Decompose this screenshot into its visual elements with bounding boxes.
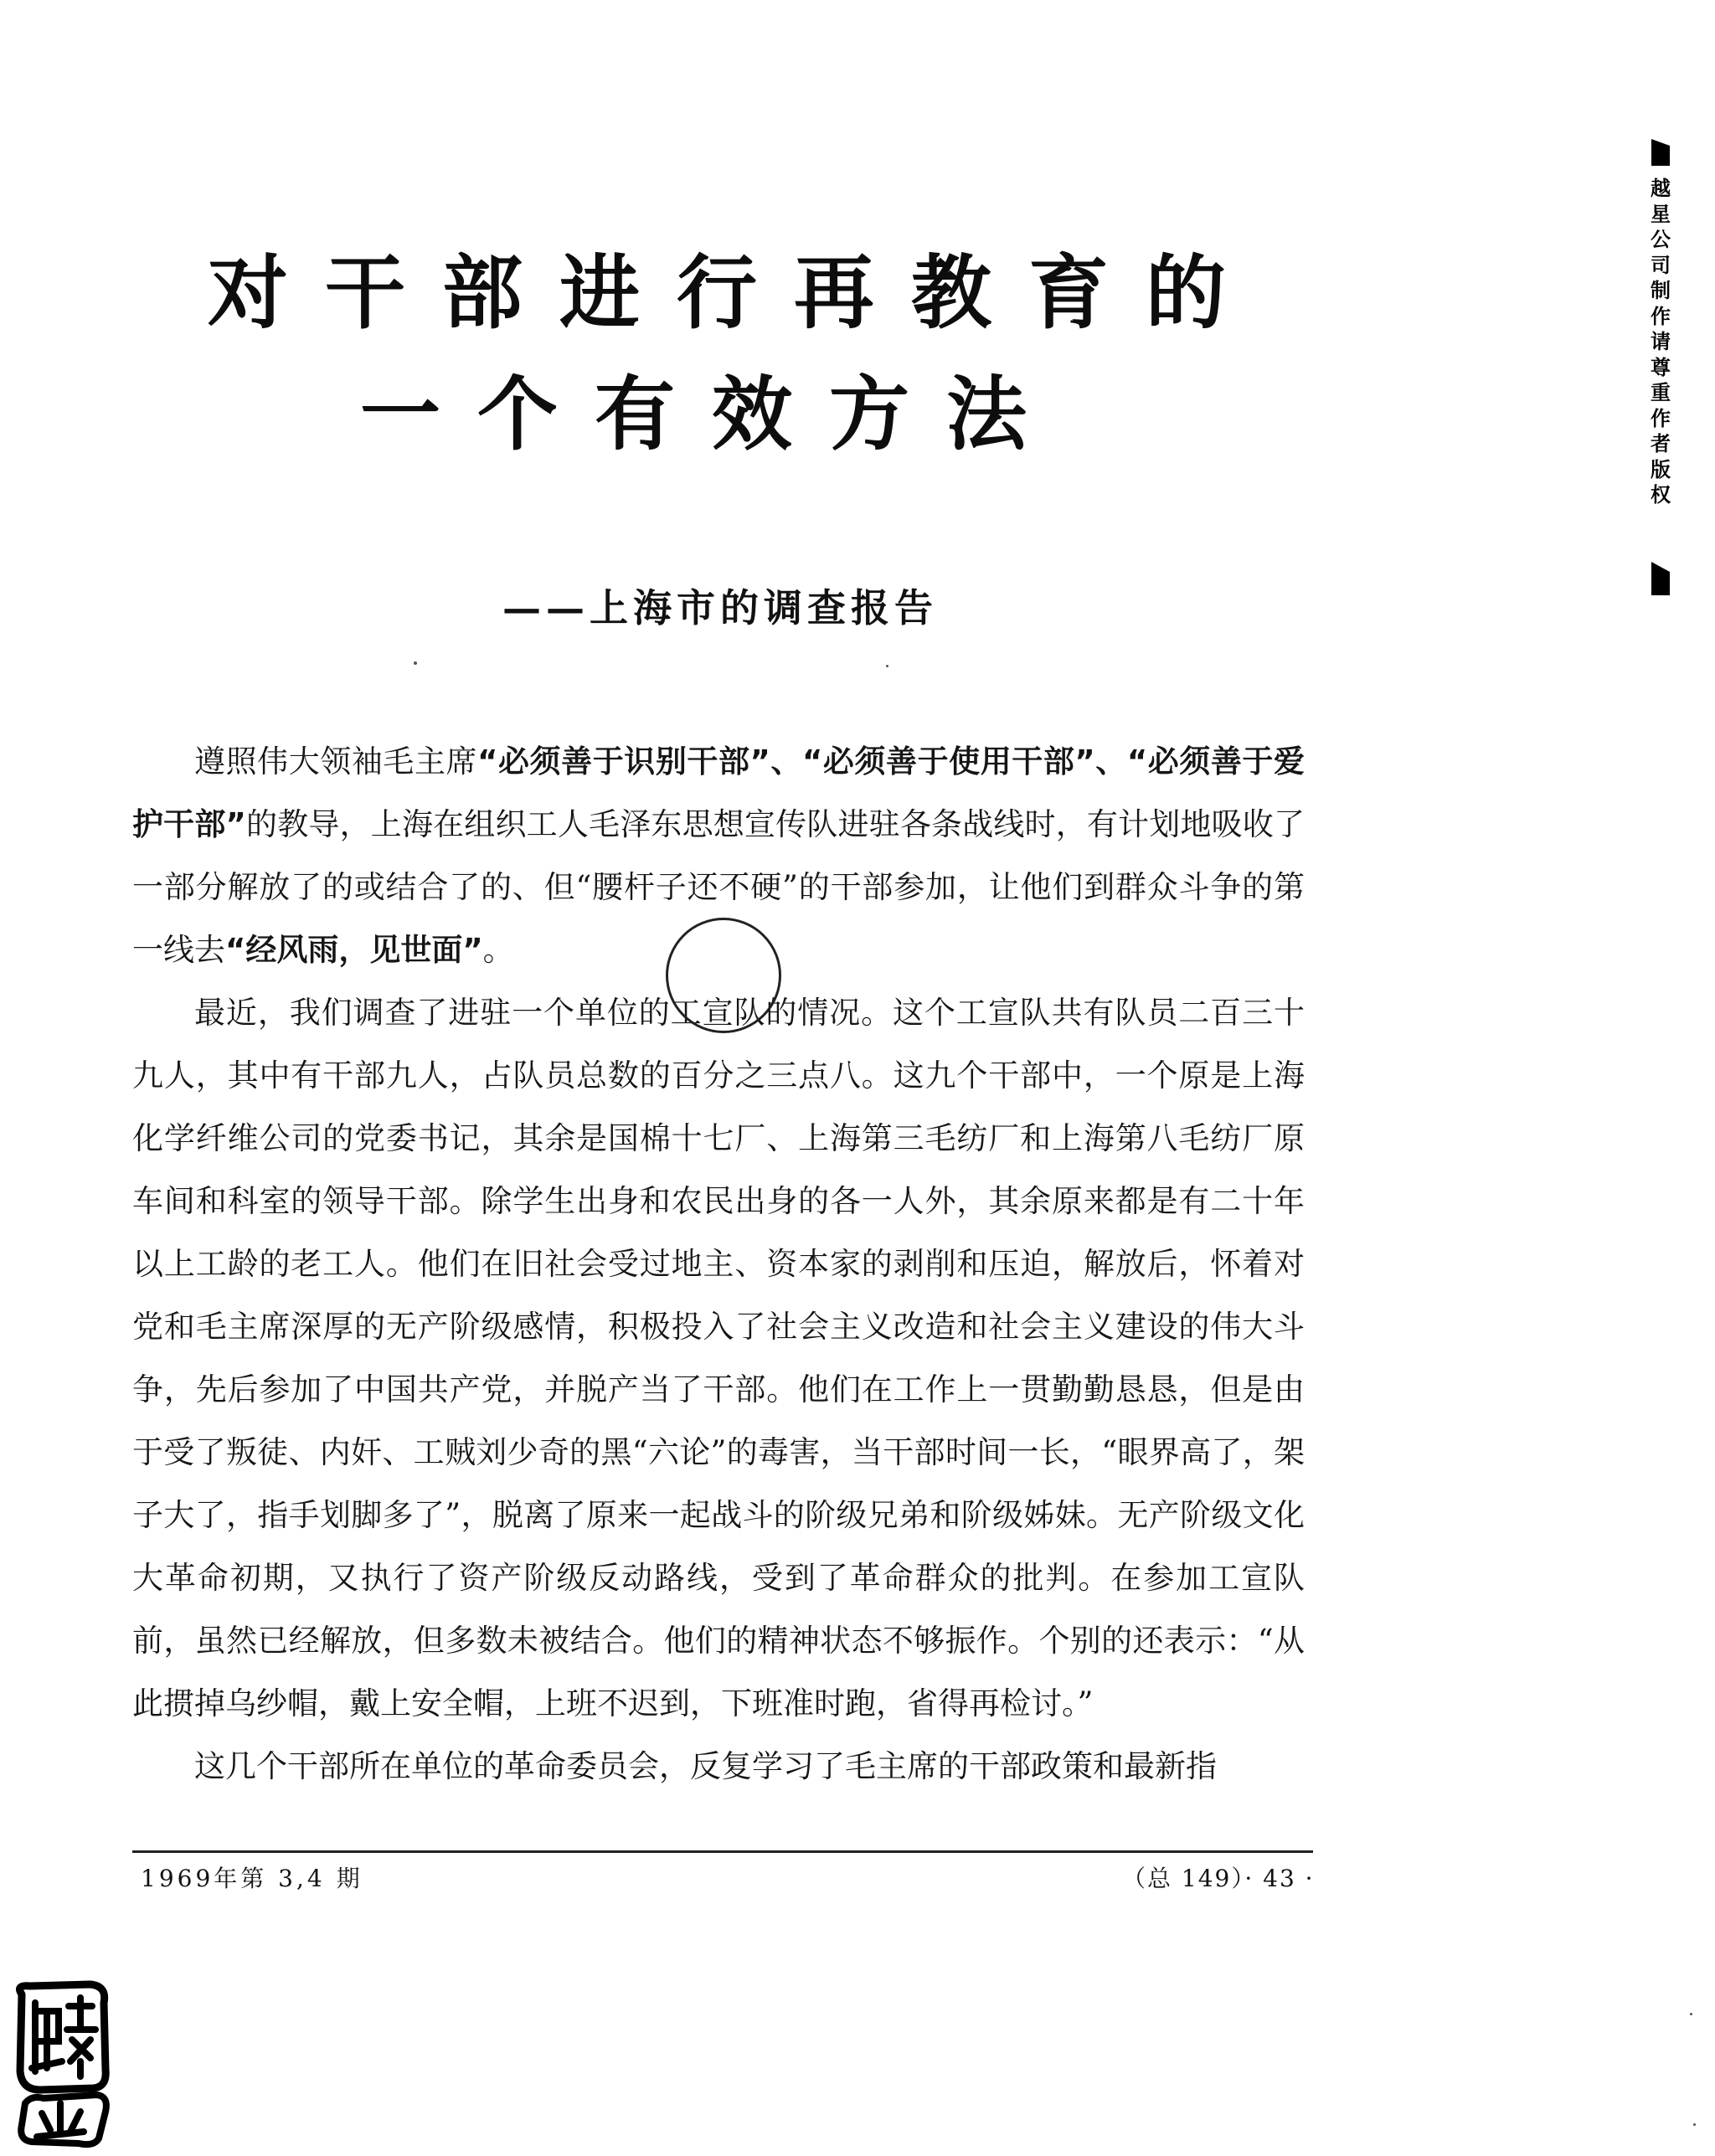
scan-speck [414,661,417,665]
side-label-bottom-bar [1651,562,1670,595]
paragraph-1-quote-a: “必须善于识别干部”、“必须善于使用干部”、“必须善于爱护干部” [132,744,1305,842]
issue-info: 1969年第 3,4 期 [141,1865,363,1892]
article-title-line-1: 对干部进行再教育的 [208,246,1263,340]
paragraph-1-text-a: 遵照伟大领袖毛主席 [194,744,478,780]
scan-speck [1693,2123,1696,2126]
side-label-text: 越星公司制作 请尊重作者版权 [1651,177,1671,507]
side-label-top-bar [1651,139,1670,166]
paragraph-1-quote-b: “经风雨，见世面” [225,932,483,968]
scan-speck [886,665,888,667]
article-title-line-2: 一个有效方法 [360,368,1064,461]
footer-rule [132,1850,1313,1853]
scan-speck [1690,2013,1692,2015]
side-copyright-label [1651,139,1688,599]
article-subtitle: ——上海市的调查报告 [502,585,938,630]
pen-circle-mark [666,918,781,1033]
page-number: （总 149）· 43 · [1122,1865,1315,1892]
paragraph-1-text-c: 。 [482,932,514,968]
article-body [132,730,1305,1798]
paragraph-2: 最近，我们调查了进驻一个单位的工宣队的情况。这个工宣队共有队员二百三十九人，其中有干部九人，占队员总数的百分之三点八。这九个干部中，一个原是上海化学纤维公司的党委书记，其余是国棉十七厂、上海第三毛纺厂和上海第八毛纺厂原车间和科室的领导干部。除学生出身和农民出身的各一人外，其余原来都是有二十年以上工龄的老工人。他们在旧社会受过地主、资本家的剥削和压迫，解放后，怀着对党和毛主席深厚的无产阶级感情，积极投入了社会主义改造和社会主义建设的伟大斗争，先后参加了中国共产党，并脱产当了干部。他们在工作上一贯勤勤恳恳，但是由于受了叛徒、内奸、工贼刘少奇的黑“六论”的毒害，当干部时间一长，“眼界高了，架子大了，指手划脚多了”，脱离了原来一起战斗的阶级兄弟和阶级姊妹。无产阶级文化大革命初期，又执行了资产阶级反动路线，受到了革命群众的批判。在参加工宣队前，虽然已经解放，但多数未被结合。他们的精神状态不够振作。个别的还表示：“从此掼掉乌纱帽，戴上安全帽，上班不迟到，下班准时跑，省得再检讨。” [132,995,1305,1721]
seal-stamp-icon [7,1978,114,2149]
paragraph-1-text-b: 的教导，上海在组织工人毛泽东思想宣传队进驻各条战线时，有计划地吸收了一部分解放了的或结合了的、但“腰杆子还不硬”的干部参加，让他们到群众斗争的第一线去 [132,806,1305,968]
paragraph-3: 这几个干部所在单位的革命委员会，反复学习了毛主席的干部政策和最新指 [194,1748,1217,1784]
